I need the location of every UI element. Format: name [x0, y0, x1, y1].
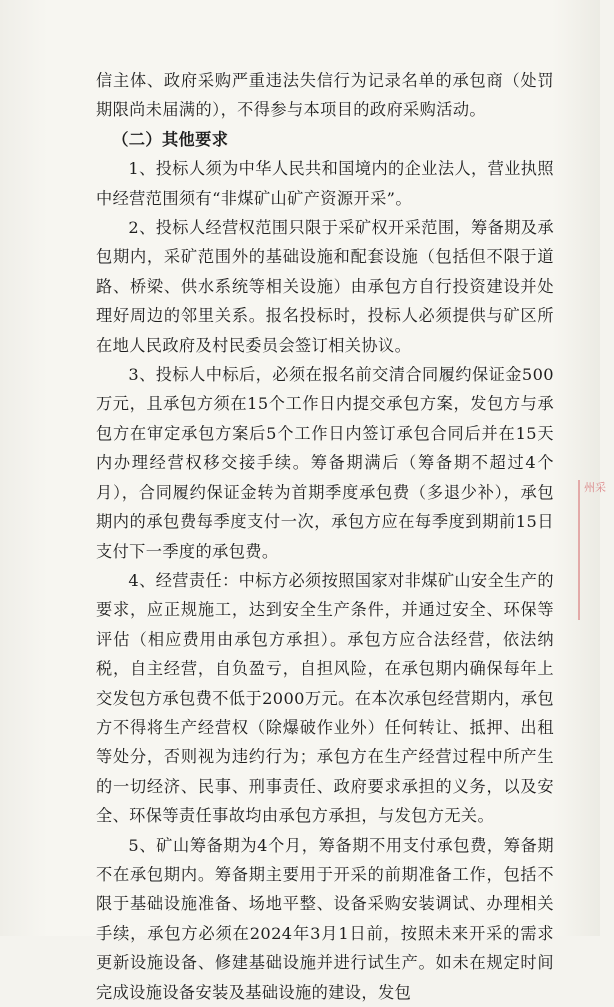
paragraph-requirement-5: 5、矿山筹备期为4个月，筹备期不用支付承包费，筹备期不在承包期内。筹备期主要用于开采的前期准备工作，包括不限于基础设施准备、场地平整、设备采购安装调试、办理相关手续，承包方必须在2024年3月1日前，按照未来开采的需求更新设施设备、修建基础设施并进行试生产。如未在规定时间完成设施设备安装及基础设施的建设，发包	[96, 835, 554, 1002]
paragraph-requirement-4: 4、经营责任：中标方必须按照国家对非煤矿山安全生产的要求，应正规施工，达到安全生产条件，并通过安全、环保等评估（相应费用由承包方承担）。承包方应合法经营，依法纳税，自主经营，自负盈亏，自担风险，在承包期内确保每年上交发包方承包费不低于2000万元。在本次承包经营期内，承包方不得将生产经营权（除爆破作业外）任何转让、抵押、出租等处分，否则视为违约行为；承包方在生产经营过程中所产生的一切经济、民事、刑事责任、政府要求承担的义务，以及安全、环保等责任事故均由承包方承担，与发包方无关。	[96, 570, 554, 826]
paragraph-continuation: 信主体、政府采购严重违法失信行为记录名单的承包商（处罚期限尚未届满的），不得参与本项目的政府采购活动。	[96, 71, 554, 120]
section-heading-other-requirements: （二）其他要求	[112, 129, 229, 149]
paragraph-requirement-3: 3、投标人中标后，必须在报名前交清合同履约保证金500万元，且承包方须在15个工作日内提交承包方案，发包方与承包方在审定承包方案后5个工作日内签订承包合同后并在15天内办理经营权移交接手续。筹备期满后（筹备期不超过4个月），合同履约保证金转为首期季度承包费（多退少补），承包期内的承包费每季度支付一次，承包方应在每季度到期前15日支付下一季度的承包费。	[96, 365, 554, 561]
seal-stamp-edge: 州采	[578, 480, 614, 620]
document-body	[96, 66, 554, 1007]
paragraph-requirement-2: 2、投标人经营权范围只限于采矿权开采范围，筹备期及承包期内，采矿范围外的基础设施和配套设施（包括但不限于道路、桥梁、供水系统等相关设施）由承包方自行投资建设并处理好周边的邻里关系。报名投标时，投标人必须提供与矿区所在地人民政府及村民委员会签订相关协议。	[96, 218, 554, 355]
paragraph-requirement-1: 1、投标人须为中华人民共和国境内的企业法人，营业执照中经营范围须有“非煤矿山矿产资源开采”。	[96, 159, 554, 208]
